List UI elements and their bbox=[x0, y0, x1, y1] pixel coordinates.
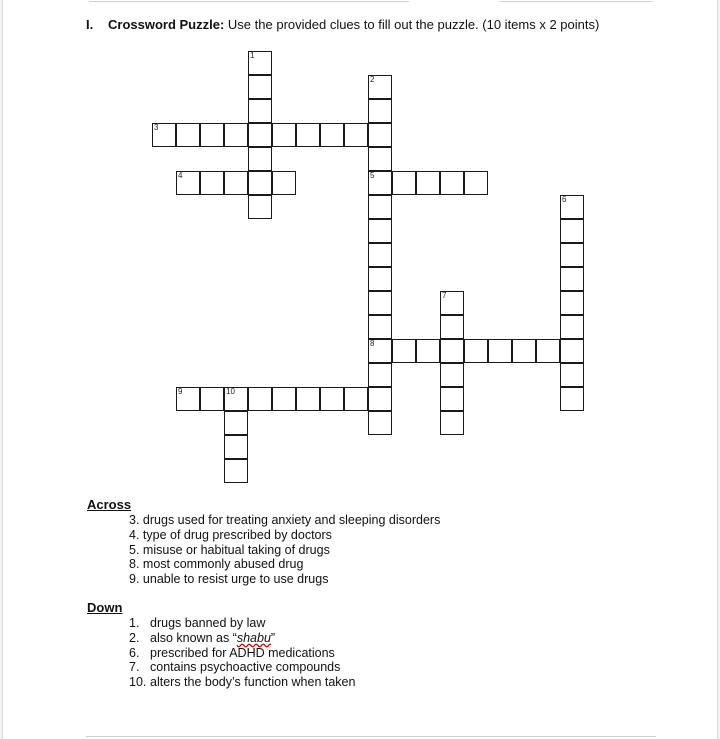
cell-clue-number: 5 bbox=[370, 171, 375, 180]
crossword-cell[interactable] bbox=[560, 219, 584, 243]
section-title: Crossword Puzzle: bbox=[108, 17, 225, 32]
down-clues bbox=[129, 616, 355, 690]
crossword-cell[interactable] bbox=[560, 339, 584, 363]
cell-clue-number: 9 bbox=[178, 387, 183, 396]
crossword-cell[interactable] bbox=[248, 51, 272, 75]
crossword-cell[interactable] bbox=[368, 123, 392, 147]
crossword-cell[interactable] bbox=[248, 147, 272, 171]
across-clue: 3. drugs used for treating anxiety and sleeping disorders bbox=[129, 513, 441, 527]
crossword-cell[interactable] bbox=[368, 99, 392, 123]
section-number: I. bbox=[86, 17, 94, 32]
crossword-cell[interactable] bbox=[536, 339, 560, 363]
crossword-cell[interactable] bbox=[368, 315, 392, 339]
crossword-cell[interactable] bbox=[368, 291, 392, 315]
crossword-cell[interactable] bbox=[368, 195, 392, 219]
crossword-cell[interactable] bbox=[440, 291, 464, 315]
crossword-cell[interactable] bbox=[224, 171, 248, 195]
crossword-cell[interactable] bbox=[512, 339, 536, 363]
crossword-cell[interactable] bbox=[152, 123, 176, 147]
crossword-cell[interactable] bbox=[344, 387, 368, 411]
crossword-cell[interactable] bbox=[176, 171, 200, 195]
cell-clue-number: 10 bbox=[226, 387, 235, 396]
across-clues bbox=[129, 513, 440, 587]
crossword-cell[interactable] bbox=[560, 291, 584, 315]
crossword-cell[interactable] bbox=[464, 339, 488, 363]
crossword-cell[interactable] bbox=[440, 315, 464, 339]
crossword-cell[interactable] bbox=[368, 171, 392, 195]
crossword-cell[interactable] bbox=[560, 363, 584, 387]
down-clue: 1. drugs banned by law bbox=[129, 616, 266, 630]
crossword-cell[interactable] bbox=[368, 363, 392, 387]
crossword-cell[interactable] bbox=[416, 339, 440, 363]
cell-clue-number: 6 bbox=[562, 195, 567, 204]
crossword-cell[interactable] bbox=[320, 387, 344, 411]
crossword-cell[interactable] bbox=[560, 315, 584, 339]
crossword-cell[interactable] bbox=[344, 123, 368, 147]
crossword-cell[interactable] bbox=[224, 387, 248, 411]
crossword-cell[interactable] bbox=[320, 123, 344, 147]
crossword-cell[interactable] bbox=[560, 267, 584, 291]
cell-clue-number: 4 bbox=[178, 171, 183, 180]
across-title: Across bbox=[87, 497, 132, 512]
down-clue: 2. also known as “shabu” bbox=[129, 630, 276, 645]
crossword-cell[interactable] bbox=[440, 171, 464, 195]
crossword-cell[interactable] bbox=[392, 339, 416, 363]
crossword-cell[interactable] bbox=[368, 339, 392, 363]
crossword-cell[interactable] bbox=[560, 243, 584, 267]
crossword-cell[interactable] bbox=[296, 387, 320, 411]
crossword-cell[interactable] bbox=[440, 411, 464, 435]
crossword-cell[interactable] bbox=[176, 387, 200, 411]
cell-clue-number: 8 bbox=[370, 339, 375, 348]
crossword-cell[interactable] bbox=[224, 435, 248, 459]
cell-clue-number: 1 bbox=[250, 51, 255, 60]
crossword-cell[interactable] bbox=[248, 75, 272, 99]
crossword-cell[interactable] bbox=[224, 411, 248, 435]
crossword-cell[interactable] bbox=[368, 411, 392, 435]
crossword-cell[interactable] bbox=[224, 123, 248, 147]
across-clue: 9. unable to resist urge to use drugs bbox=[129, 572, 329, 587]
crossword-cell[interactable] bbox=[368, 75, 392, 99]
crossword-cell[interactable] bbox=[392, 171, 416, 195]
crossword-cell[interactable] bbox=[248, 123, 272, 147]
crossword-cell[interactable] bbox=[200, 123, 224, 147]
crossword-cell[interactable] bbox=[296, 123, 320, 147]
across-clue: 5. misuse or habitual taking of drugs bbox=[129, 542, 330, 557]
cell-clue-number: 3 bbox=[154, 123, 159, 132]
bottom-rule bbox=[86, 736, 656, 737]
crossword-cell[interactable] bbox=[440, 363, 464, 387]
crossword-cell[interactable] bbox=[368, 219, 392, 243]
cell-clue-number: 7 bbox=[442, 291, 447, 300]
crossword-cell[interactable] bbox=[224, 459, 248, 483]
down-clue: 6. prescribed for ADHD medications bbox=[129, 645, 335, 660]
down-clue: 7. contains psychoactive compounds bbox=[129, 660, 341, 675]
crossword-cell[interactable] bbox=[176, 123, 200, 147]
crossword-cell[interactable] bbox=[272, 123, 296, 147]
crossword-cell[interactable] bbox=[416, 171, 440, 195]
crossword-cell[interactable] bbox=[560, 195, 584, 219]
crossword-cell[interactable] bbox=[560, 387, 584, 411]
crossword-cell[interactable] bbox=[248, 171, 272, 195]
down-clue: 10. alters the body’s function when taken bbox=[129, 675, 356, 690]
crossword-cell[interactable] bbox=[368, 147, 392, 171]
crossword-cell[interactable] bbox=[368, 387, 392, 411]
across-clue: 8. most commonly abused drug bbox=[129, 557, 304, 572]
crossword-cell[interactable] bbox=[248, 387, 272, 411]
crossword-cell[interactable] bbox=[248, 99, 272, 123]
down-title: Down bbox=[87, 600, 123, 615]
crossword-cell[interactable] bbox=[488, 339, 512, 363]
crossword-cell[interactable] bbox=[200, 171, 224, 195]
crossword-cell[interactable] bbox=[464, 171, 488, 195]
cell-clue-number: 2 bbox=[370, 75, 375, 84]
crossword-cell[interactable] bbox=[200, 387, 224, 411]
crossword-cell[interactable] bbox=[368, 243, 392, 267]
crossword-cell[interactable] bbox=[440, 339, 464, 363]
crossword-cell[interactable] bbox=[368, 267, 392, 291]
crossword-cell[interactable] bbox=[440, 387, 464, 411]
across-clue: 4. type of drug prescribed by doctors bbox=[129, 527, 332, 542]
crossword-cell[interactable] bbox=[272, 387, 296, 411]
crossword-cell[interactable] bbox=[272, 171, 296, 195]
crossword-cell[interactable] bbox=[248, 195, 272, 219]
section-instructions: Use the provided clues to fill out the puzzle. (10 items x 2 points) bbox=[227, 17, 600, 32]
